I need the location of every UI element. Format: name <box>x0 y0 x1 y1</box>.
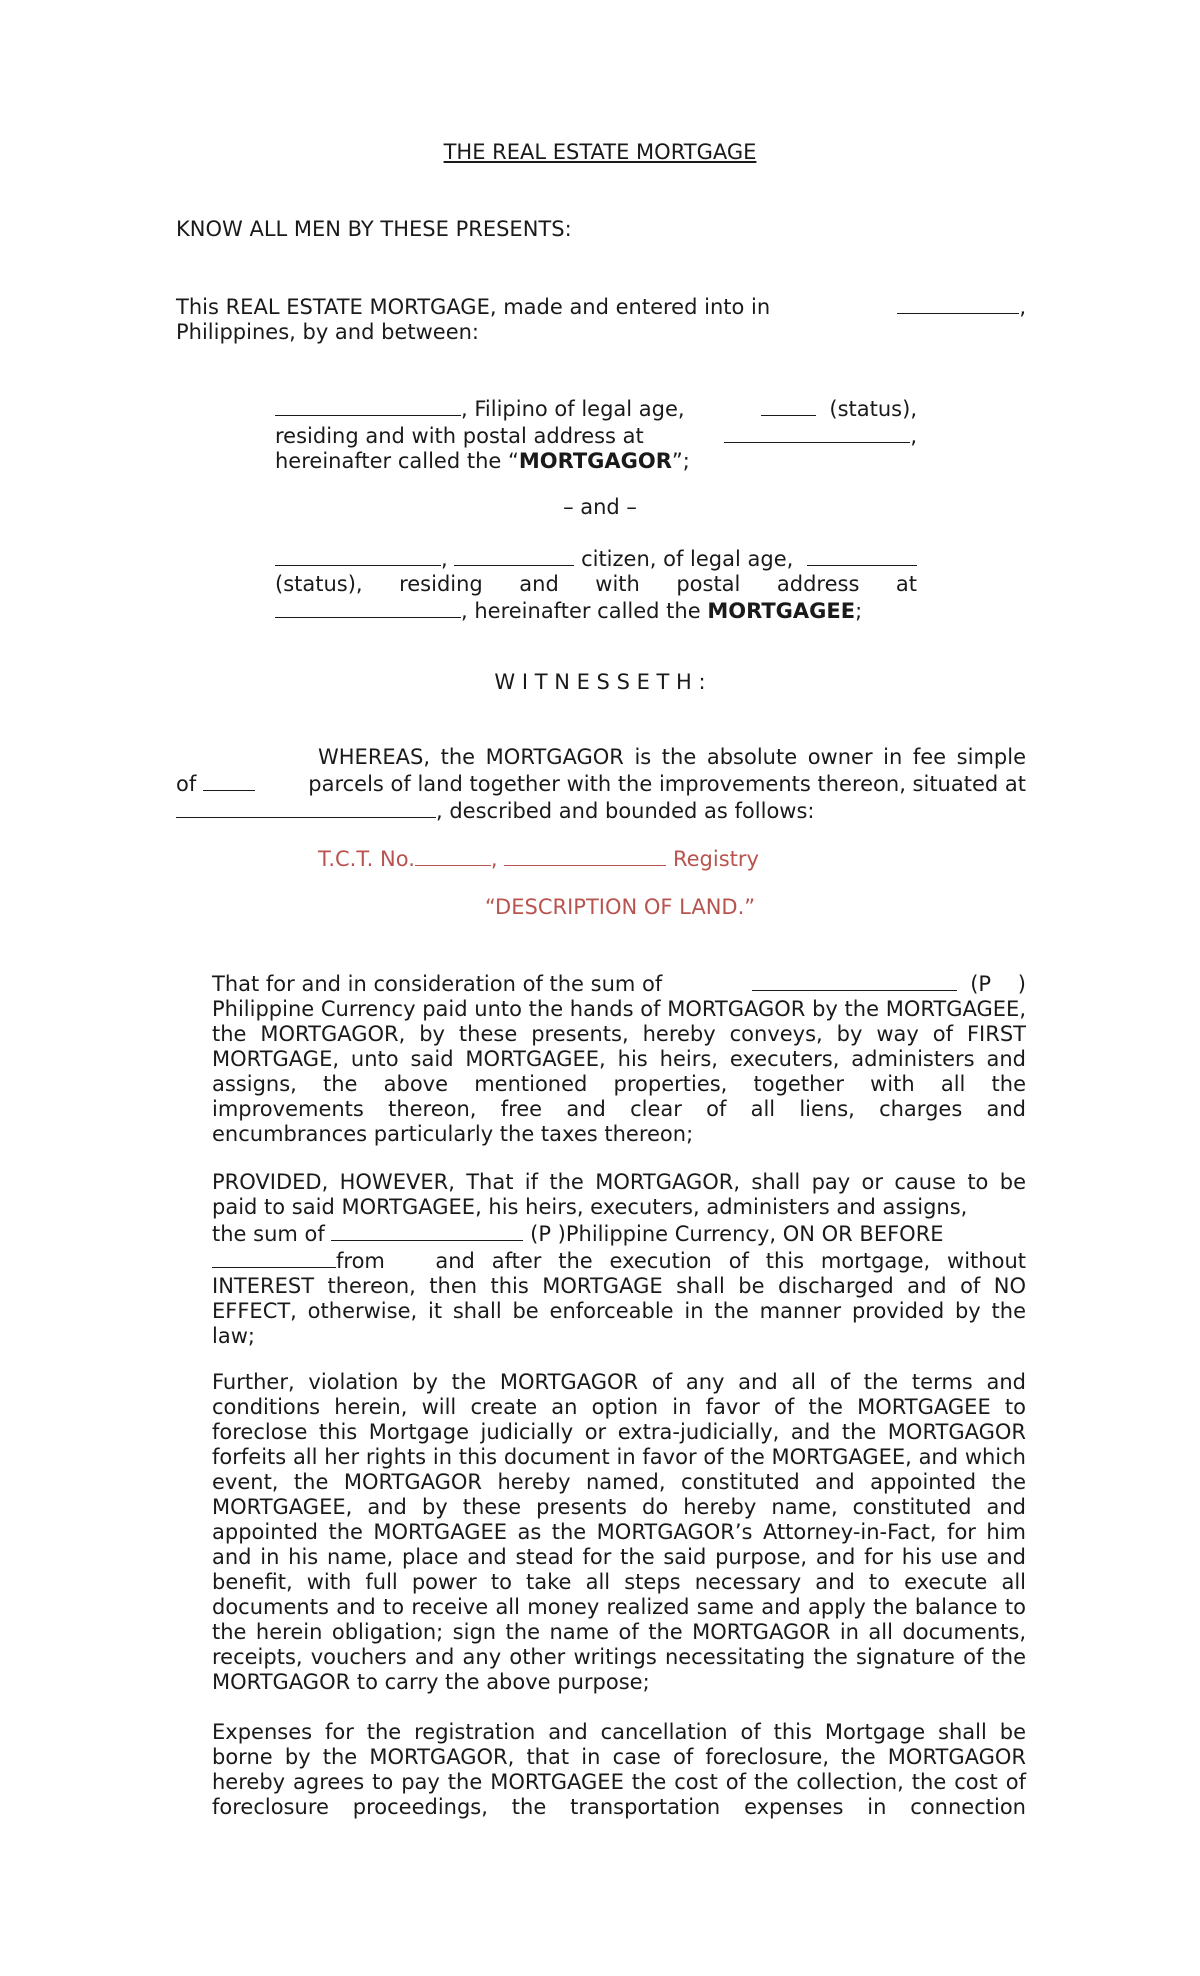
consideration-line-1 <box>212 970 1026 997</box>
blank-line <box>275 545 441 566</box>
blank-line <box>454 545 574 566</box>
mortgagor-close-text: ”; <box>671 449 690 473</box>
mortgagor-age-text: , Filipino of legal age, <box>461 397 685 421</box>
mortgagee-line-1 <box>275 545 917 572</box>
whereas-paragraph <box>176 745 1026 824</box>
consideration-body: Philippine Currency paid unto the hands of MORTGAGOR by the MORTGAGEE, the MORTGAGOR, by these presents, hereby conveys, by way of FIRST MORTGAGE, unto said MORTGAGEE, his heirs, executers, administers and assigns, the above mentioned properties, together with all the improvements thereon, free and clear of all liens, charges and encumbrances particularly the taxes thereon; <box>212 997 1026 1146</box>
further-paragraph <box>212 1370 1026 1695</box>
whereas-line-1: WHEREAS, the MORTGAGOR is the absolute owner in fee simple <box>318 745 1026 769</box>
blank-line <box>807 545 917 566</box>
mortgagor-status <box>761 395 917 422</box>
mortgagee-name-blank <box>275 545 793 572</box>
blank-line <box>275 395 461 416</box>
blank-line <box>212 1247 336 1268</box>
expenses-body: Expenses for the registration and cancellation of this Mortgage shall be borne by the MORTGAGOR, that in case of foreclosure, the MORTGAGOR hereby agrees to pay the MORTGAGEE the cost of the collection, the cost of foreclosure proceedings, the transportation expenses in connection <box>212 1720 1026 1819</box>
description-of-land: “DESCRIPTION OF LAND.” <box>484 895 756 919</box>
opening-line-2: Philippines, by and between: <box>176 320 479 344</box>
whereas-parcels-text: parcels of land together with the improvements thereon, situated at <box>308 772 1026 796</box>
document-title: THE REAL ESTATE MORTGAGE <box>443 140 757 164</box>
blank-line <box>724 422 910 443</box>
tct-number-blank <box>415 845 491 866</box>
blank-line <box>176 797 436 818</box>
blank-line <box>897 293 1019 314</box>
consideration-sum-text: That for and in consideration of the sum of <box>212 972 663 996</box>
mortgagee-called-text: , hereinafter called the <box>461 599 701 623</box>
and-separator: – and – <box>563 495 637 519</box>
mortgagor-block <box>275 395 917 474</box>
tct-label: T.C.T. No. <box>318 847 415 871</box>
provided-line-4 <box>212 1247 1033 1349</box>
whereas-of <box>176 770 255 797</box>
mortgagor-status-text: (status), <box>829 397 917 421</box>
mortgagee-comma: , <box>441 547 448 571</box>
tct-comma: , <box>490 847 498 871</box>
blank-line <box>331 1220 523 1241</box>
mortgagee-block <box>275 545 917 624</box>
intro-line <box>176 217 1026 242</box>
provided-sum-text: the sum of <box>212 1222 325 1246</box>
mortgagor-line-2 <box>275 422 917 449</box>
witnesseth-heading: W I T N E S S E T H : <box>494 670 706 694</box>
consideration-peso-text: (P ) <box>970 972 1026 996</box>
expenses-paragraph <box>212 1720 1026 1820</box>
provided-line-1: PROVIDED, HOWEVER, That if the MORTGAGOR, shall pay or cause to be paid to said MORTGAGEE, his heirs, executers, administers and assigns, <box>212 1170 1026 1219</box>
blank-line <box>752 970 957 991</box>
provided-body: from and after the execution of this mortgage, without INTEREST thereon, then this MORTGAGE shall be discharged and of NO EFFECT, otherwise, it shall be enforceable in the manner provided by the law; <box>212 1249 1033 1348</box>
intro-text: KNOW ALL MEN BY THESE PRESENTS: <box>176 217 572 241</box>
whereas-line-2 <box>176 770 1026 797</box>
mortgagor-label: MORTGAGOR <box>518 449 672 473</box>
mortgagor-called-text: hereinafter called the “ <box>275 449 519 473</box>
consideration-amount <box>752 970 1026 997</box>
tct-line <box>318 845 1018 872</box>
mortgagor-line-3 <box>275 449 917 474</box>
whereas-described-text: , described and bounded as follows: <box>436 799 815 823</box>
mortgagor-name-blank <box>275 395 685 422</box>
mortgagee-label: MORTGAGEE <box>707 599 856 623</box>
provided-paragraph <box>212 1170 1033 1349</box>
further-body: Further, violation by the MORTGAGOR of any and all of the terms and conditions herein, will create an option in favor of the MORTGAGEE to foreclose this Mortgage judicially or extra-judicially, and the MORTGAGOR forfeits all her rights in this document in favor of the MORTGAGEE, and which event, the MORTGAGOR hereby named, constituted and appointed the MORTGAGEE, and by these presents do hereby name, constituted and appointed the MORTGAGEE as the MORTGAGOR’s Attorney-in-Fact, for him and in his name, place and stead for the said purpose, and for his use and benefit, with full power to take all steps necessary and to execute all documents and to receive all money realized same and apply the balance to the herein obligation; sign the name of the MORTGAGOR in all documents, receipts, vouchers and any other writings necessitating the signature of the MORTGAGOR to carry the above purpose; <box>212 1370 1026 1694</box>
provided-line-3 <box>212 1220 1026 1247</box>
mortgagee-citizen-text: citizen, of legal age, <box>581 547 794 571</box>
opening-blank-place: , <box>897 293 1026 320</box>
mortgagee-line-3 <box>275 597 917 624</box>
opening-paragraph <box>176 293 1026 345</box>
whereas-of-text: of <box>176 772 197 796</box>
mortgagor-address-text: residing and with postal address at <box>275 424 644 448</box>
blank-line <box>761 395 816 416</box>
mortgagee-line-2: (status), residing and with postal address at <box>275 572 917 596</box>
opening-line-1 <box>176 293 1026 320</box>
consideration-paragraph <box>212 970 1026 1147</box>
mortgagor-address-blank: , <box>724 422 917 449</box>
whereas-line-3 <box>176 797 1026 824</box>
tct-registry-label: Registry <box>672 847 759 871</box>
opening-text-1: This REAL ESTATE MORTGAGE, made and entered into in <box>176 295 771 319</box>
provided-currency-text: (P )Philippine Currency, ON OR BEFORE <box>530 1222 944 1246</box>
blank-line <box>275 597 461 618</box>
tct-registry-blank <box>504 845 666 866</box>
blank-line <box>203 770 255 791</box>
mortgagor-line-1 <box>275 395 917 422</box>
mortgagee-close-text: ; <box>855 599 863 623</box>
